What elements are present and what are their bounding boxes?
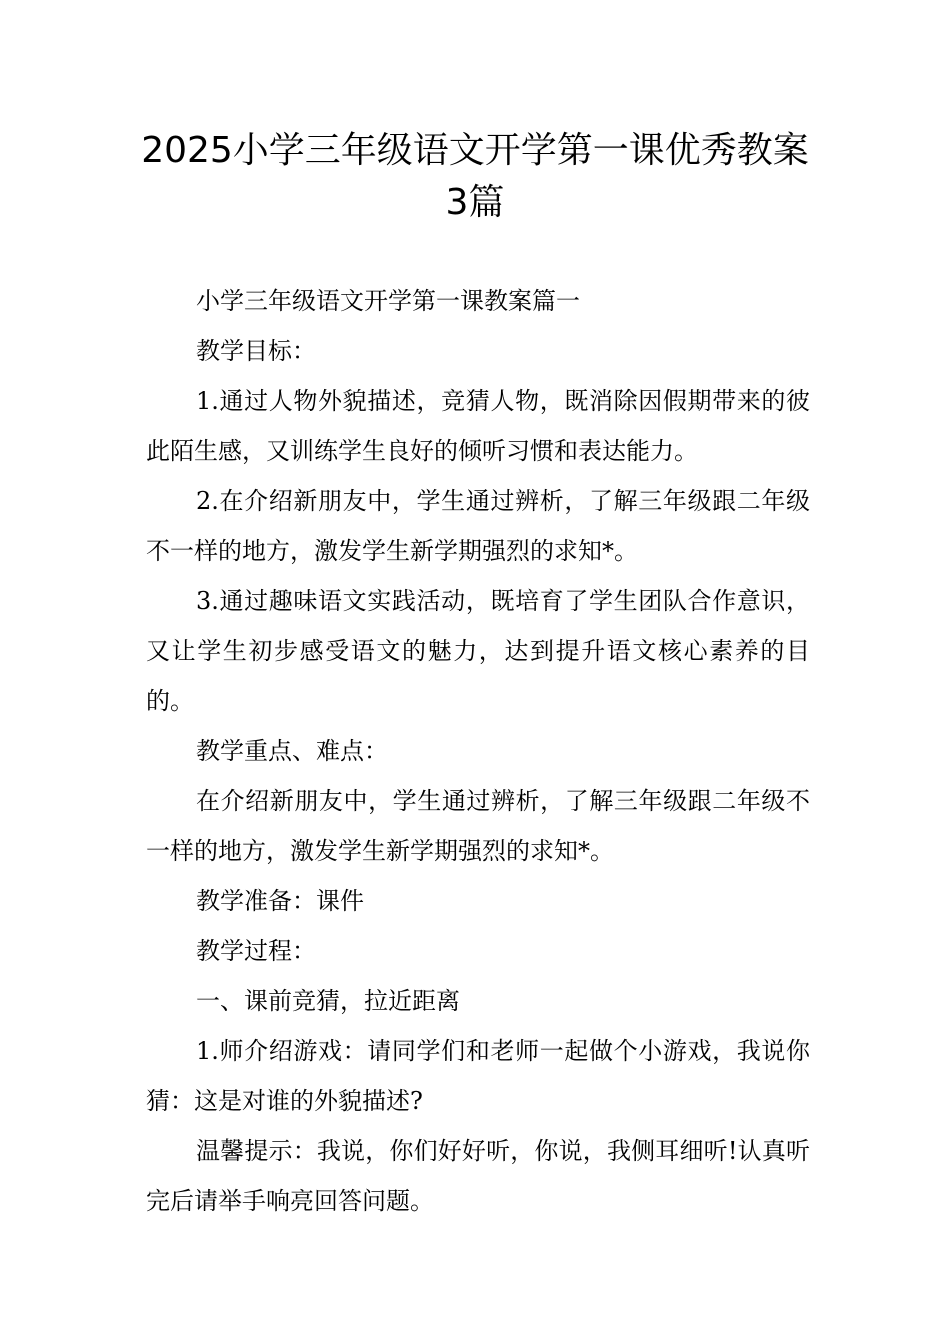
process-heading: 教学过程： bbox=[196, 937, 316, 965]
teaching-goals-heading: 教学目标： bbox=[196, 337, 316, 365]
tip-paragraph: 温馨提示：我说，你们好好听，你说，我侧耳细听!认真听完后请举手响亮回答问题。 bbox=[146, 1137, 810, 1215]
key-points-heading: 教学重点、难点： bbox=[196, 737, 388, 765]
document-title-line-2: 3篇 bbox=[445, 182, 505, 223]
document-title-line-1: 2025小学三年级语文开学第一课优秀教案 bbox=[141, 130, 809, 171]
goal-paragraph-2: 2.在介绍新朋友中，学生通过辨析，了解三年级跟二年级不一样的地方，激发学生新学期强烈的求知*。 bbox=[146, 487, 810, 565]
goal-paragraph-3: 3.通过趣味语文实践活动，既培育了学生团队合作意识，又让学生初步感受语文的魅力，达到提升语文核心素养的目的。 bbox=[146, 587, 810, 715]
preparation-paragraph: 教学准备：课件 bbox=[196, 887, 364, 915]
goal-paragraph-1: 1.通过人物外貌描述，竞猜人物，既消除因假期带来的彼此陌生感，又训练学生良好的倾听习惯和表达能力。 bbox=[146, 387, 810, 465]
document-body bbox=[146, 276, 810, 1226]
process-paragraph-1: 1.师介绍游戏：请同学们和老师一起做个小游戏，我说你猜：这是对谁的外貌描述? bbox=[146, 1037, 810, 1115]
section-heading: 小学三年级语文开学第一课教案篇一 bbox=[196, 287, 580, 315]
process-step-heading: 一、课前竞猜，拉近距离 bbox=[196, 987, 460, 1015]
key-points-paragraph: 在介绍新朋友中，学生通过辨析，了解三年级跟二年级不一样的地方，激发学生新学期强烈的求知*。 bbox=[146, 787, 810, 865]
